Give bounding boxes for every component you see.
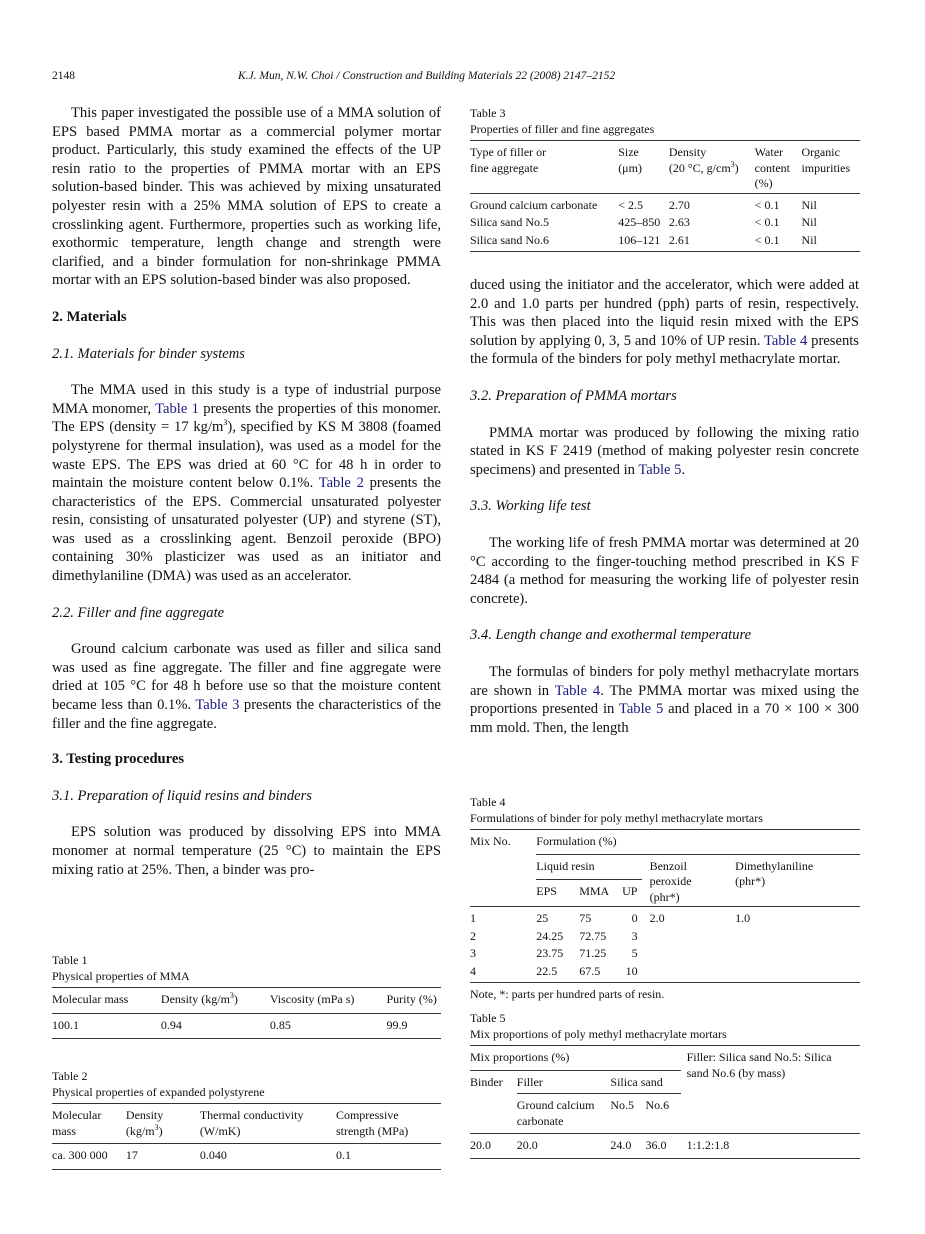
section-3-1-continuation [470,276,859,369]
text: fine aggregate [470,160,539,175]
table-cell: 75 [579,911,592,925]
section-3-heading: 3. Testing procedures [52,751,185,768]
column-header: Binder [470,1074,503,1089]
text: Thermal conductivity [199,1108,304,1122]
column-header: Formulation (%) [536,830,860,855]
table-cell: 17 [125,1148,138,1162]
table-4-link[interactable]: Table 4 [763,332,808,349]
section-2-heading: 2. Materials [52,308,127,325]
text: strength (MPa) [335,1123,409,1138]
table-cell: 72.75 [579,928,607,943]
column-header: Mix No. [470,834,511,848]
text: ) [734,160,739,175]
text: content [754,160,790,175]
text: ) [158,1123,163,1138]
table-3 [470,106,860,252]
text: (kg/m [125,1123,155,1138]
superscript: 3 [223,418,228,428]
text: (phr*) [649,889,680,904]
table-5-link[interactable]: Table 5 [638,461,682,478]
column-header [126,1104,200,1144]
column-header [470,141,618,194]
column-header [801,141,860,194]
text: and placed in a 70 × 100 × 300 mm mold. Then, the length [470,701,859,736]
table-cell: 3 [631,928,638,943]
table-cell: 1.0 [735,911,751,925]
table-cell: Nil [801,232,817,247]
section-3-1-heading: 3.1. Preparation of liquid resins and binders [52,787,312,804]
text: duced using the initiator and the accelerator, which were added at 2.0 and 1.0 parts per hundred (pph) parts of resin, respectively. This was then placed into the liquid resin mixed with the EPS solution by applying 0, 3, 5 and 10% of UP resin. [470,277,859,349]
table-row [470,928,860,946]
table-row [52,1144,441,1170]
table-cell: 10 [625,963,638,978]
text: (phr*) [735,874,766,888]
table-row [52,1013,441,1039]
superscript: 3 [730,159,735,169]
table-cell: 3 [470,946,476,960]
right-column [470,276,859,737]
table-label: Table 2 [52,1069,88,1083]
table-2-link[interactable]: Table 2 [318,475,364,492]
table-1-link[interactable]: Table 1 [155,400,199,417]
table-cell [642,963,736,983]
column-header [755,141,802,194]
text: (μm) [618,160,642,175]
table-5 [470,1011,860,1159]
table-cell [735,928,860,946]
table-cell: 67.5 [579,963,601,978]
text: Dimethylaniline [735,858,814,873]
text: Density [125,1108,164,1122]
column-header: No.5 [610,1098,635,1112]
table-cell: < 0.1 [754,232,780,247]
table-cell: 20.0 [470,1138,491,1152]
table-cell: 0.1 [335,1148,351,1162]
table-row [470,945,860,963]
text: The formulas of binders for poly methyl methacrylate mortars are shown in [470,663,859,699]
table-cell: 36.0 [645,1138,667,1152]
table-cell: < 2.5 [618,197,643,212]
table-label: Table 5 [470,1011,506,1025]
section-2-2-heading: 2.2. Filler and fine aggregate [52,604,225,621]
section-3-2-heading: 3.2. Preparation of PMMA mortars [470,387,677,404]
intro-paragraph: This paper investigated the possible use of a MMA solution of EPS based PMMA mortar as a commercial polymer mortar product. Particularly, this study examined the effects of the UP resin ratio to the properties of PMMA mortar with an EPS solution-based binder. This was achieved by mixing unsaturated polyester resin with a 25% MMA solution of EPS to create a crosslinking agent. Furthermore, properties such as working life, exothormic temperature, length change and strength were clarified, and a binder formulation for non-shrinkage PMMA mortar with an EPS solution-based binder was also proposed. [52,105,441,289]
table-cell: < 0.1 [754,197,780,212]
section-3-3-paragraph: The working life of fresh PMMA mortar was determined at 20 °C according to the finger-touching method prescribed in KS F 2484 (a method for measuring the working life of polyester resin concrete). [470,534,859,607]
text: presents the characteristics of the filler and the fine aggregate. [52,697,442,732]
table-row [470,193,860,214]
text: presents the characteristics of the EPS. Commercial unsaturated polyester resin, consisting of unsaturated polyester (UP) and styrene (ST), was used as a crosslinking agent. Benzoil peroxide (BPO) containing 30% plasticizer was used as an initiator and dimethylaniline (DMA) was used as an accelerator. [52,475,441,585]
table-cell: Nil [801,197,817,212]
table-caption: Properties of filler and fine aggregates [470,121,655,136]
table-5-link[interactable]: Table 5 [618,701,664,718]
table-cell: 99.9 [386,1017,408,1032]
text: Type of filler or [470,145,547,159]
table-cell: 0.94 [160,1017,182,1032]
text: . The PMMA mortar was mixed using the proportions presented in [470,682,859,718]
section-2-2-paragraph [52,640,441,733]
text: Benzoil peroxide [649,858,692,888]
table-cell: < 0.1 [754,215,780,229]
text: The MMA used in this study is a type of industrial purpose MMA monomer, [52,382,441,417]
table-cell: 100.1 [52,1017,79,1032]
table-label: Table 4 [470,795,506,809]
table-cell: 20.0 [516,1138,538,1152]
table-cell: Nil [801,215,817,229]
section-3-1-paragraph: EPS solution was produced by dissolving EPS into MMA monomer at normal temperature (25 °C) to maintain the EPS mixing ratio at 25%. Then, a binder was pro- [52,824,441,878]
page-number: 2148 [52,70,75,82]
table-cell: 1:1.2:1.8 [686,1138,730,1152]
table-cell: 106–121 [618,232,661,247]
table-row [470,232,860,252]
superscript: 3 [229,991,234,1000]
text: mass [52,1123,76,1138]
column-header [735,854,860,907]
table-2 [52,1069,441,1170]
table-cell: 2.63 [668,215,690,229]
column-header: No.6 [645,1098,670,1112]
table-cell: 4 [470,963,476,978]
table-row [470,907,860,928]
section-2-1-paragraph [52,381,441,586]
section-3-4-paragraph [470,663,859,737]
text: Compressive [335,1108,399,1122]
table-note: Note, *: parts per hundred parts of resin. [470,987,665,1001]
table-cell: 23.75 [536,946,564,960]
text: Water [754,145,784,159]
text: presents the formula of the binders for poly methyl methacrylate mortar. [470,332,859,368]
column-header: Silica sand [610,1070,680,1094]
table-cell: 425–850 [618,215,661,229]
text: (20 °C, g/cm [668,160,731,175]
column-header: Viscosity (mPa s) [269,992,355,1006]
table-cell [735,945,860,963]
text: impurities [801,160,851,175]
table-cell: 24.0 [610,1138,632,1152]
column-header: Mix proportions (%) [470,1046,681,1071]
column-header: Liquid resin [536,854,641,880]
superscript: 3 [154,1122,159,1132]
table-label: Table 3 [470,106,506,120]
table-row [470,963,860,983]
table-caption: Formulations of binder for poly methyl methacrylate mortars [470,810,763,825]
table-3-link[interactable]: Table 3 [195,697,240,714]
column-header: Molecular mass [52,992,129,1006]
table-caption: Physical properties of expanded polystyrene [52,1084,265,1099]
table-cell: Silica sand No.6 [470,232,549,247]
column-header: EPS [536,884,557,899]
text: Density (kg/m [160,992,230,1006]
table-row [470,214,860,232]
column-header [618,141,669,194]
text: Organic [801,145,840,159]
table-label: Table 1 [52,953,88,967]
text: ) [233,992,238,1006]
table-cell: ca. 300 000 [52,1148,108,1162]
text: presents the properties of this monomer. The EPS (density = 17 kg/m [52,400,441,436]
table-cell: 2.0 [649,911,665,925]
column-header [642,854,736,907]
text: . [681,461,686,478]
column-header: Purity (%) [386,992,437,1006]
section-2-1-heading: 2.1. Materials for binder systems [52,345,245,362]
column-header: Filler: Silica sand No.5: Silica sand No.6 (by mass) [686,1050,832,1080]
column-header: MMA [579,884,610,899]
table-caption: Mix proportions of poly methyl methacrylate mortars [470,1026,727,1041]
text: Size [618,145,639,159]
table-4-link[interactable]: Table 4 [554,682,601,699]
table-cell: 5 [631,946,638,960]
column-header: Filler [517,1070,611,1094]
table-caption: Physical properties of MMA [52,968,190,983]
column-header: UP [622,884,638,899]
text: PMMA mortar was produced by following the mixing ratio stated in KS F 2419 (method of making polyester resin concrete specimens) and presented in [470,424,859,478]
table-cell: 22.5 [536,963,558,978]
table-1 [52,953,441,1039]
table-cell: 0 [631,911,638,925]
text: (W/mK) [199,1123,241,1138]
text: Density [668,145,707,159]
section-3-2-paragraph [470,424,859,480]
text: (%) [754,176,773,190]
table-cell: Silica sand No.5 [470,215,549,229]
table-cell: 71.25 [579,946,607,960]
column-header [669,141,755,194]
left-column [52,104,441,879]
column-header [200,1104,336,1144]
column-header [336,1104,441,1144]
table-cell: 1 [470,911,476,925]
journal-running-header: K.J. Mun, N.W. Choi / Construction and Building Materials 22 (2008) 2147–2152 [238,70,616,82]
table-cell: 2.61 [668,232,690,247]
table-cell: 0.85 [269,1017,291,1032]
column-header [52,1104,126,1144]
column-header [161,988,270,1014]
table-cell: 2 [470,928,476,943]
table-row [470,1134,860,1159]
table-cell: 2.70 [668,197,690,212]
column-header: Ground calcium carbonate [516,1098,595,1128]
table-cell [642,928,736,946]
table-4 [470,795,860,1003]
table-cell: Ground calcium carbonate [470,197,598,212]
text: Molecular [52,1108,102,1122]
section-3-3-heading: 3.3. Working life test [470,498,591,515]
table-cell: 24.25 [536,928,564,943]
table-cell [735,963,860,983]
table-cell: 0.040 [199,1148,227,1162]
text: Ground calcium carbonate was used as filler and silica sand was used as fine aggregate. The filler and fine aggregate were dried at 105 °C for 48 h before use so that the moisture content became less than 0.1%. [52,641,441,714]
text: ), specified by KS M 3808 (foamed polystyrene for thermal insulation), was used as a model for the waste EPS. The EPS was dried at 60 °C for 48 h in order to maintain the moisture content below 0.1%. [52,419,441,492]
section-3-4-heading: 3.4. Length change and exothermal temperature [470,627,752,644]
table-cell: 25 [536,911,549,925]
table-cell [642,945,736,963]
